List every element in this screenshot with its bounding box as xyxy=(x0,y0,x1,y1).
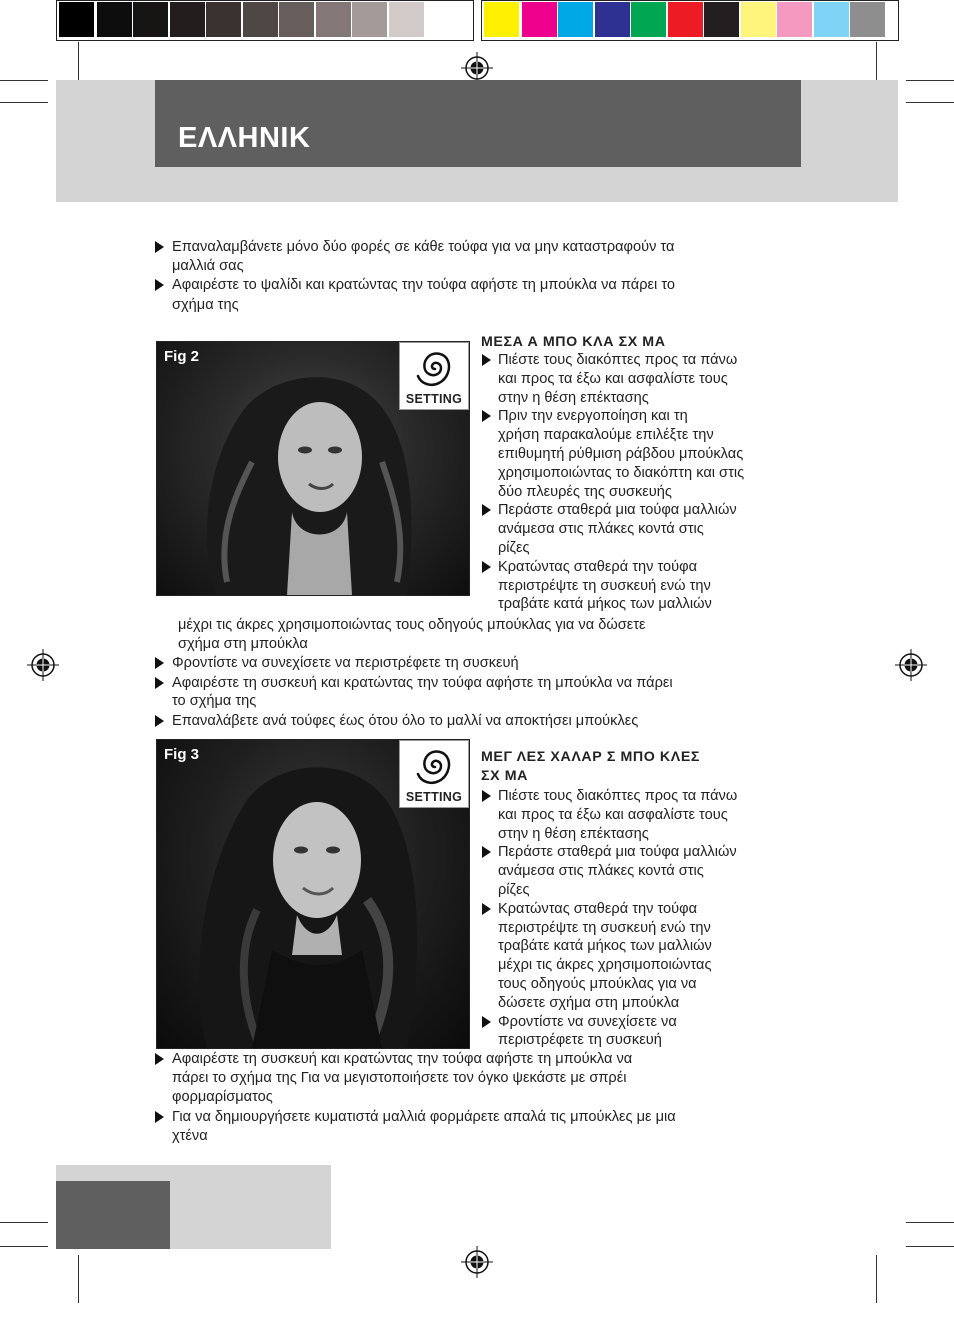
color-swatch xyxy=(850,2,885,37)
text-line: ανάμεσα στις πλάκες κοντά στις xyxy=(498,521,704,538)
text-line: τους οδηγούς μπούκλας για να xyxy=(498,976,697,992)
figure-2-photo xyxy=(156,341,470,596)
text-line: Αφαιρέστε τη συσκευή και κρατώντας την τούφα αφήστε τη μπούκλα να xyxy=(172,1051,633,1067)
figure-label: Fig 2 xyxy=(164,348,200,365)
text-line: περιστρέψτε τη συσκευή ενώ την xyxy=(498,577,711,594)
color-swatch xyxy=(704,2,739,37)
color-swatch xyxy=(279,2,314,37)
color-swatch xyxy=(668,2,703,37)
text-line: Πιέστε τους διακόπτες προς τα πάνω xyxy=(498,788,738,804)
color-swatch xyxy=(97,2,132,37)
color-swatch xyxy=(522,2,557,37)
text-line: περιστρέφετε τη συσκευή xyxy=(498,1032,662,1049)
text-line: και προς τα έξω και ασφαλίστε τους xyxy=(498,806,728,823)
bullet-icon xyxy=(155,1053,164,1065)
spiral-icon xyxy=(414,347,454,389)
color-swatch xyxy=(741,2,776,37)
text-line: και προς τα έξω και ασφαλίστε τους xyxy=(498,370,728,387)
color-swatch xyxy=(595,2,630,37)
setting-label: SETTING xyxy=(405,790,463,804)
text-line: Κρατώντας σταθερά την τούφα xyxy=(498,558,698,575)
text-line: ρίζες xyxy=(498,540,530,556)
color-swatch xyxy=(484,2,519,37)
text-line: Πριν την ενεργοποίηση και τη xyxy=(498,408,688,425)
spiral-icon xyxy=(414,745,454,787)
color-swatch xyxy=(777,2,812,37)
text-line: Επαναλάβετε ανά τούφες έως ότου όλο το μαλλί να αποκτήσει μπούκλες xyxy=(172,713,639,729)
bullet-icon xyxy=(482,903,491,915)
text-line: στην η θέση επέκτασης xyxy=(498,825,649,842)
color-swatch xyxy=(133,2,168,37)
text-line: μέχρι τις άκρες χρησιμοποιώντας τους οδηγούς μπούκλας για να δώσετε xyxy=(178,617,646,633)
text-line: δύο πλευρές της συσκευής xyxy=(498,483,672,500)
text-line: τραβάτε κατά μήκος των μαλλιών xyxy=(498,938,712,955)
color-swatch xyxy=(389,2,424,37)
text-line: χρήση παρακαλούμε επιλέξτε την xyxy=(498,427,714,444)
text-line: σχήμα στη μπούκλα xyxy=(178,636,308,652)
bullet-icon xyxy=(155,715,164,727)
color-swatch xyxy=(316,2,351,37)
color-swatch xyxy=(206,2,241,37)
section-heading: ΜΕΣΑ Α ΜΠΟ ΚΛΑ ΣΧ ΜΑ xyxy=(481,334,666,350)
text-line: φορμαρίσματος xyxy=(172,1089,273,1105)
color-swatch xyxy=(170,2,205,37)
text-line: Για να δημιουργήσετε κυματιστά μαλλιά φορμάρετε απαλά τις μπούκλες με μια xyxy=(172,1109,676,1125)
color-swatch xyxy=(425,2,460,37)
bullet-icon xyxy=(155,279,164,291)
registration-mark-bottom xyxy=(461,1246,493,1278)
text-line: μέχρι τις άκρες χρησιμοποιώντας xyxy=(498,957,712,974)
text-line: πάρει το σχήμα της Για να μεγιστοποιήσετε τον όγκο ψεκάστε με σπρέι xyxy=(172,1070,627,1086)
text-line: ανάμεσα στις πλάκες κοντά στις xyxy=(498,863,704,880)
bullet-icon xyxy=(482,504,491,516)
text-line: χτένα xyxy=(172,1128,208,1144)
text-line: Αφαιρέστε το ψαλίδι και κρατώντας την τούφα αφήστε τη μπούκλα να πάρει το xyxy=(172,277,675,293)
section-heading: ΣΧ ΜΑ xyxy=(481,768,528,784)
bullet-icon xyxy=(482,354,491,366)
color-swatch xyxy=(814,2,849,37)
color-swatch xyxy=(352,2,387,37)
text-line: Επαναλαμβάνετε μόνο δύο φορές σε κάθε τούφα για να μην καταστραφούν τα xyxy=(172,239,675,255)
color-swatch xyxy=(59,2,94,37)
section-heading: ΜΕΓ ΛΕΣ ΧΑΛΑΡ Σ ΜΠΟ ΚΛΕΣ xyxy=(481,749,701,765)
color-swatch xyxy=(631,2,666,37)
text-line: Αφαιρέστε τη συσκευή και κρατώντας την τούφα αφήστε τη μπούκλα να πάρει xyxy=(172,675,673,691)
text-line: Περάστε σταθερά μια τούφα μαλλιών xyxy=(498,502,737,519)
text-line: Πιέστε τους διακόπτες προς τα πάνω xyxy=(498,352,738,368)
text-line: στην η θέση επέκτασης xyxy=(498,389,649,406)
bullet-icon xyxy=(482,846,491,858)
bullet-icon xyxy=(155,677,164,689)
bullet-icon xyxy=(155,1111,164,1123)
setting-badge xyxy=(399,342,469,410)
color-swatch xyxy=(243,2,278,37)
page-number-box xyxy=(56,1181,170,1249)
page-title: ΕΛΛΗΝΙΚ xyxy=(178,122,311,154)
text-line: μαλλιά σας xyxy=(172,258,244,274)
text-line: Φροντίστε να συνεχίσετε να xyxy=(498,1013,677,1030)
text-line: το σχήμα της xyxy=(172,693,257,709)
color-swatch xyxy=(558,2,593,37)
setting-badge xyxy=(399,740,469,808)
text-line: σχήμα της xyxy=(172,297,239,313)
bullet-icon xyxy=(482,790,491,802)
text-line: επιθυμητή ρύθμιση ράβδου μπούκλας xyxy=(498,446,744,462)
bullet-icon xyxy=(155,241,164,253)
text-line: Περάστε σταθερά μια τούφα μαλλιών xyxy=(498,844,737,861)
registration-mark-right xyxy=(895,649,927,681)
figure-3-photo xyxy=(156,739,470,1049)
text-line: Κρατώντας σταθερά την τούφα xyxy=(498,900,698,917)
figure-label: Fig 3 xyxy=(164,746,200,763)
text-line: δώσετε σχήμα στη μπούκλα xyxy=(498,994,680,1011)
bullet-icon xyxy=(482,1016,491,1028)
text-line: τραβάτε κατά μήκος των μαλλιών xyxy=(498,596,712,613)
text-line: χρησιμοποιώντας το διακόπτη και στις xyxy=(498,464,745,481)
text-line: ρίζες xyxy=(498,882,530,898)
setting-label: SETTING xyxy=(405,392,463,406)
text-line: Φροντίστε να συνεχίσετε να περιστρέφετε τη συσκευή xyxy=(172,655,519,671)
registration-mark-left xyxy=(27,649,59,681)
text-line: περιστρέψτε τη συσκευή ενώ την xyxy=(498,919,711,936)
bullet-icon xyxy=(155,657,164,669)
bullet-icon xyxy=(482,561,491,573)
bullet-icon xyxy=(482,410,491,422)
